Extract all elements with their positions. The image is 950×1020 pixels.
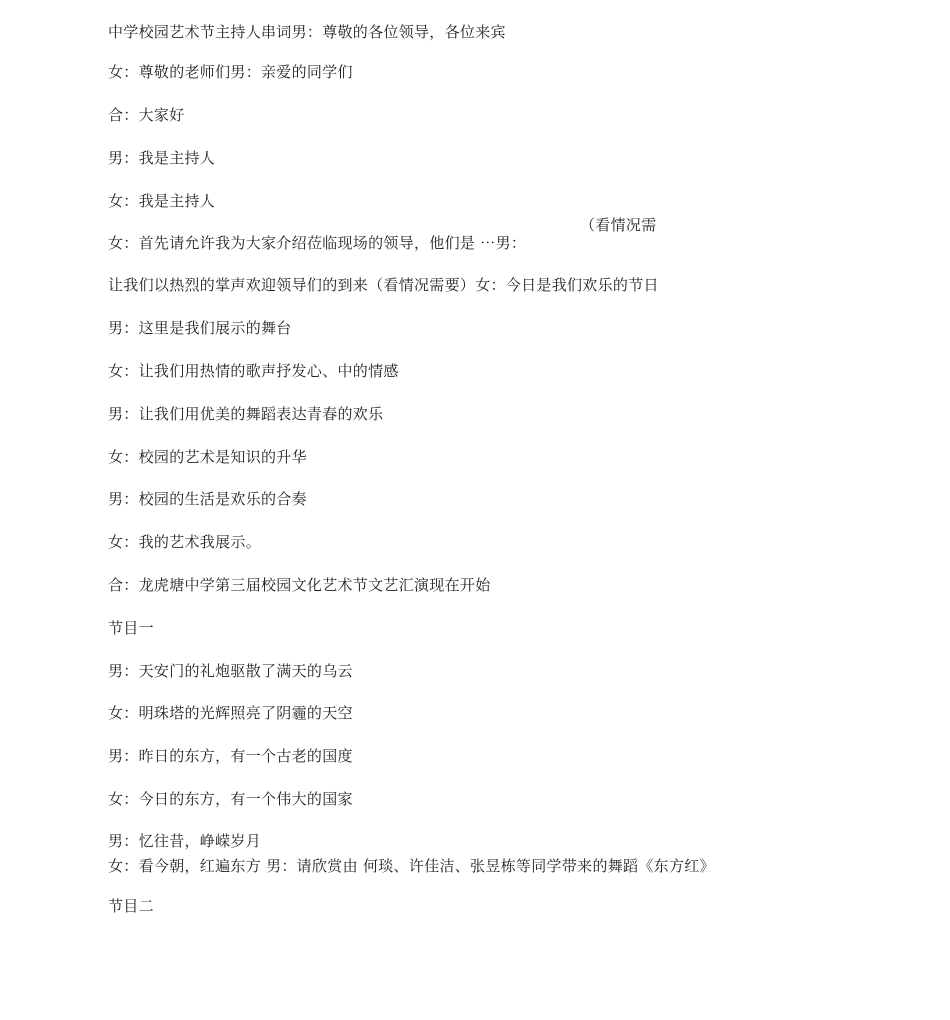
script-line: 男：我是主持人 [108, 149, 216, 167]
script-line: 男：昨日的东方，有一个古老的国度 [108, 747, 353, 765]
script-line: 女：让我们用热情的歌声抒发心、中的情感 [108, 362, 399, 380]
program-heading: 节目一 [108, 619, 154, 637]
script-line: 合：大家好 [108, 106, 185, 124]
script-line: 男：天安门的礼炮驱散了满天的乌云 [108, 662, 353, 680]
side-note: （看情况需 [580, 216, 657, 234]
script-line: 让我们以热烈的掌声欢迎领导们的到来（看情况需要）女：今日是我们欢乐的节日 [108, 276, 659, 294]
program-heading: 节目二 [108, 897, 154, 915]
script-line: 女：尊敬的老师们男：亲爱的同学们 [108, 63, 353, 81]
script-line: 女：首先请允许我为大家介绍莅临现场的领导，他们是 ⋯男： [108, 234, 527, 252]
script-line: 男：让我们用优美的舞蹈表达青春的欢乐 [108, 405, 384, 423]
script-line: 男：这里是我们展示的舞台 [108, 319, 292, 337]
script-line: 女：今日的东方，有一个伟大的国家 [108, 790, 353, 808]
title-line: 中学校园艺术节主持人串词男：尊敬的各位领导，各位来宾 [108, 23, 506, 41]
script-line: 女：我的艺术我展示。 [108, 533, 262, 551]
script-line: 女：明珠塔的光辉照亮了阴霾的天空 [108, 704, 353, 722]
script-line: 女：校园的艺术是知识的升华 [108, 448, 307, 466]
script-line: 男：忆往昔，峥嵘岁月 [108, 832, 262, 850]
script-line: 男：校园的生活是欢乐的合奏 [108, 490, 307, 508]
script-line: 合：龙虎塘中学第三届校园文化艺术节文艺汇演现在开始 [108, 576, 491, 594]
script-line: 女：我是主持人 [108, 192, 216, 210]
script-line: 女：看今朝，红遍东方 男：请欣赏由 何琰、许佳洁、张昱栋等同学带来的舞蹈《东方红》 [108, 857, 715, 875]
